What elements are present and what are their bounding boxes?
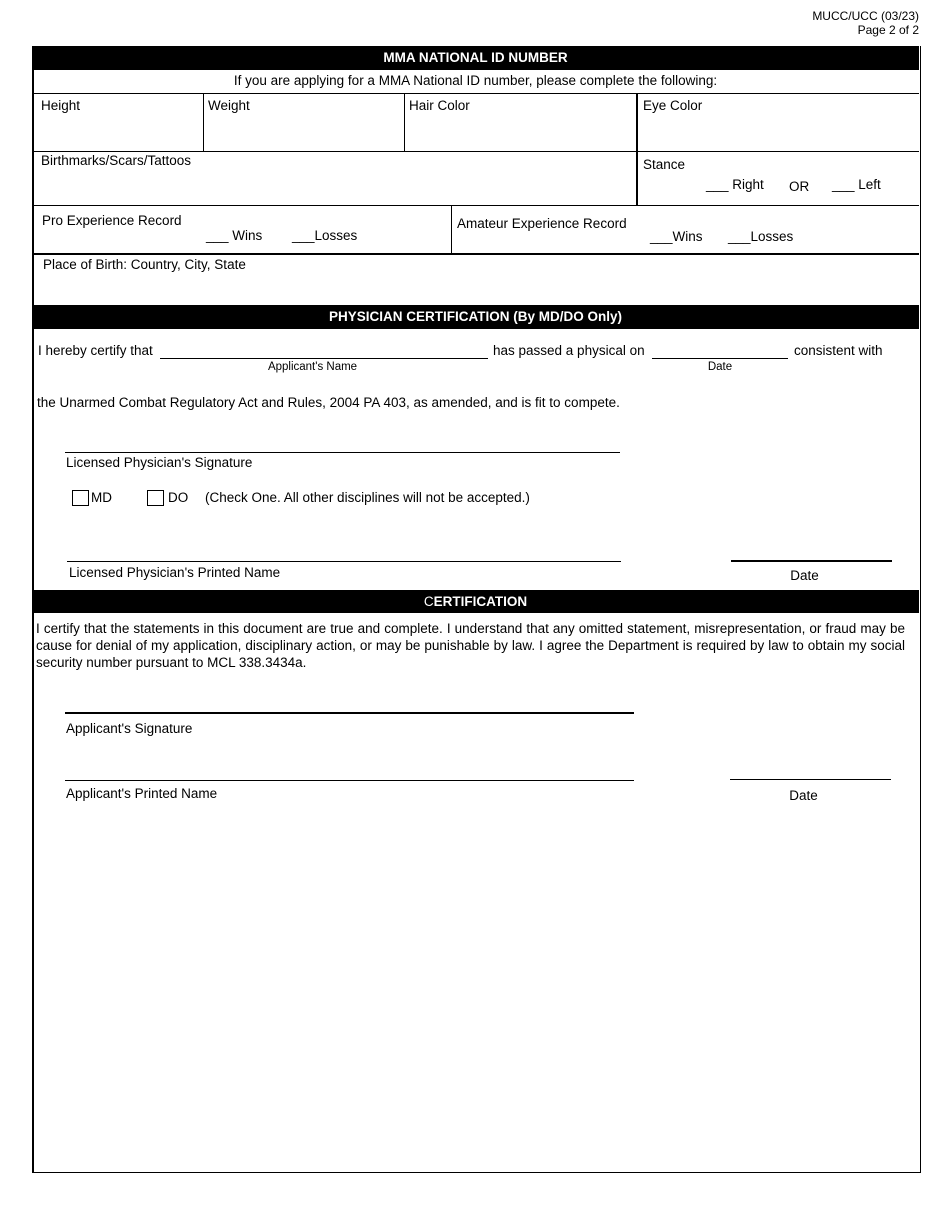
place-of-birth-label: Place of Birth: Country, City, State <box>43 257 246 272</box>
applicant-name-caption: Applicant's Name <box>267 361 358 373</box>
stance-or: OR <box>789 179 810 194</box>
divider <box>32 151 919 152</box>
applicant-date-line[interactable] <box>730 779 891 780</box>
eye-color-label: Eye Color <box>643 98 703 113</box>
applicant-signature-label: Applicant's Signature <box>66 721 193 736</box>
physician-date-line[interactable] <box>731 560 892 562</box>
pro-record-label: Pro Experience Record <box>42 213 182 228</box>
certification-title-initial: C <box>423 594 434 609</box>
md-label: MD <box>91 490 112 505</box>
divider <box>32 205 919 206</box>
pro-losses[interactable]: ___Losses <box>292 228 358 243</box>
pro-wins[interactable]: ___ Wins <box>206 228 263 243</box>
stance-right[interactable]: ___ Right <box>706 177 764 192</box>
stance-left[interactable]: ___ Left <box>832 177 881 192</box>
divider <box>636 94 638 206</box>
amateur-wins[interactable]: ___Wins <box>650 229 703 244</box>
physician-signature-label: Licensed Physician's Signature <box>66 455 253 470</box>
amateur-losses[interactable]: ___Losses <box>728 229 794 244</box>
check-one-note: (Check One. All other disciplines will not be accepted.) <box>205 490 530 505</box>
applicant-name-line[interactable] <box>160 358 488 359</box>
certify-prefix: I hereby certify that <box>38 343 153 358</box>
do-checkbox[interactable] <box>147 490 164 506</box>
md-checkbox[interactable] <box>72 490 89 506</box>
certify-middle: has passed a physical on <box>493 343 645 358</box>
divider <box>32 93 919 94</box>
applicant-printed-name-label: Applicant's Printed Name <box>66 786 218 801</box>
act-statement: the Unarmed Combat Regulatory Act and Rules, 2004 PA 403, as amended, and is fit to compete. <box>37 395 620 410</box>
hair-color-label: Hair Color <box>409 98 470 113</box>
physician-printed-name-line[interactable] <box>67 561 621 562</box>
page-number: Page 2 of 2 <box>857 23 919 37</box>
applicant-date-label: Date <box>789 788 818 803</box>
physician-date-label: Date <box>790 568 819 583</box>
stance-label: Stance <box>643 157 686 172</box>
mma-section-title: MMA NATIONAL ID NUMBER <box>32 46 919 70</box>
applicant-signature-line[interactable] <box>65 712 634 714</box>
do-label: DO <box>168 490 189 505</box>
height-label: Height <box>41 98 81 113</box>
certification-title-rest: ERTIFICATION <box>433 594 528 609</box>
weight-label: Weight <box>208 98 250 113</box>
certification-section-title <box>32 590 919 613</box>
divider <box>32 253 919 255</box>
form-header <box>812 9 919 37</box>
certification-statement: I certify that the statements in this document are true and complete. I understand that any omitted statement, misrepresentation, or fraud may be cause for denial of my application, disciplinary action, or may be punishable by law. I agree the Department is required by law to obtain my social security number pursuant to MCL 338.3434a. <box>36 621 905 670</box>
physical-date-caption: Date <box>707 361 733 373</box>
birthmarks-label: Birthmarks/Scars/Tattoos <box>41 153 192 168</box>
divider <box>203 94 204 152</box>
certify-suffix: consistent with <box>794 343 883 358</box>
physical-date-line[interactable] <box>652 358 788 359</box>
divider <box>451 206 452 254</box>
mma-instruction: If you are applying for a MMA National ID number, please complete the following: <box>233 73 718 88</box>
divider <box>404 94 405 152</box>
applicant-printed-name-line[interactable] <box>65 780 634 781</box>
amateur-record-label: Amateur Experience Record <box>457 216 627 231</box>
form-code: MUCC/UCC (03/23) <box>812 9 919 23</box>
physician-section-title: PHYSICIAN CERTIFICATION (By MD/DO Only) <box>32 305 919 329</box>
physician-printed-name-label: Licensed Physician's Printed Name <box>69 565 281 580</box>
physician-signature-line[interactable] <box>65 452 620 453</box>
